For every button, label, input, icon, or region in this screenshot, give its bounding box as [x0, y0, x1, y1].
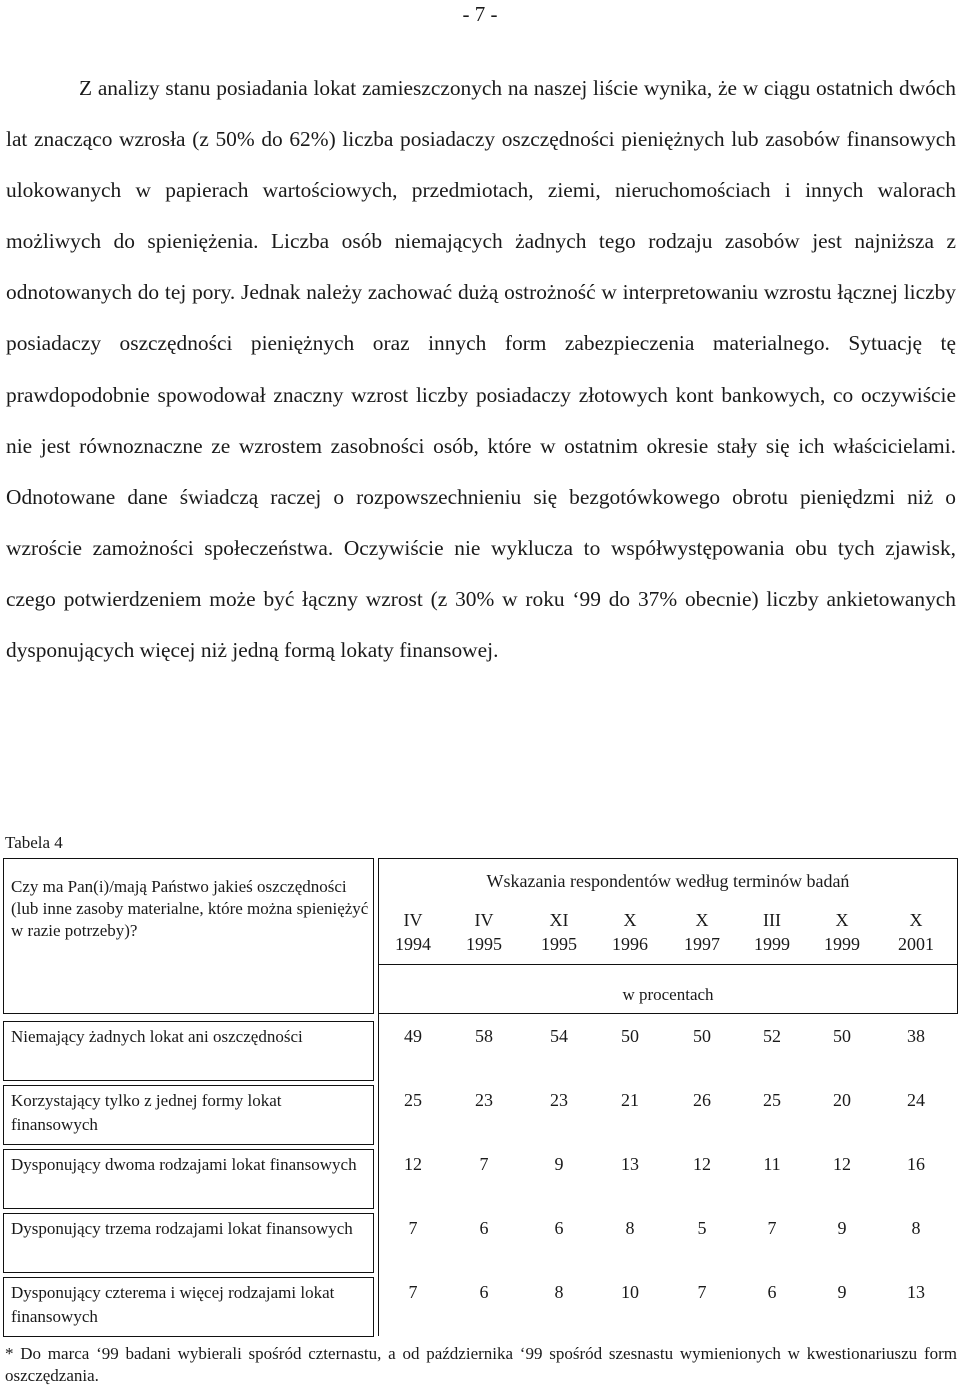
value-cell: 38	[907, 1026, 925, 1046]
period-year: 1994	[395, 934, 431, 954]
value-cell: 11	[763, 1154, 781, 1174]
table-row	[378, 1090, 958, 1120]
row-label: Dysponujący dwoma rodzajami lokat finansowych	[11, 1155, 357, 1174]
period-month: X	[695, 910, 709, 930]
header-divider	[378, 964, 958, 965]
period-year: 1995	[466, 934, 502, 954]
table-row	[378, 1154, 958, 1184]
period-month: IV	[474, 910, 494, 930]
value-cell: 7	[408, 1282, 418, 1302]
value-cell: 23	[550, 1090, 568, 1110]
value-cell: 23	[475, 1090, 493, 1110]
period-year: 1995	[541, 934, 577, 954]
table-caption: Tabela 4	[5, 833, 63, 852]
value-cell: 50	[693, 1026, 711, 1046]
period-header	[667, 908, 737, 956]
row-label: Niemający żadnych lokat ani oszczędności	[11, 1027, 303, 1046]
value-cell: 50	[621, 1026, 639, 1046]
value-cell: 52	[763, 1026, 781, 1046]
header-unit: w procentach	[622, 985, 714, 1004]
period-header	[737, 908, 807, 956]
value-cell: 21	[621, 1090, 639, 1110]
period-month: IV	[403, 910, 423, 930]
value-cell: 58	[475, 1026, 493, 1046]
period-header	[595, 908, 665, 956]
period-month: X	[623, 910, 637, 930]
value-cell: 24	[907, 1090, 925, 1110]
value-cell: 8	[625, 1218, 635, 1238]
body-paragraph	[6, 63, 956, 676]
value-cell: 7	[479, 1154, 489, 1174]
value-cell: 6	[479, 1282, 489, 1302]
period-year: 2001	[898, 934, 934, 954]
footnote: * Do marca ‘99 badani wybierali spośród czternastu, a od października ‘99 spośród szesnastu wymienionych w kwestionariuszu form oszczędzania.	[5, 1344, 957, 1385]
value-cell: 50	[833, 1026, 851, 1046]
period-year: 1999	[754, 934, 790, 954]
period-header	[807, 908, 877, 956]
question-text: Czy ma Pan(i)/mają Państwo jakieś oszczędności (lub inne zasoby materialne, które można spieniężyć w razie potrzeby)?	[11, 877, 369, 940]
period-year: 1999	[824, 934, 860, 954]
value-cell: 6	[767, 1282, 777, 1302]
period-year: 1997	[684, 934, 720, 954]
value-cell: 12	[693, 1154, 711, 1174]
period-month: XI	[549, 910, 569, 930]
value-cell: 25	[763, 1090, 781, 1110]
value-cell: 16	[907, 1154, 925, 1174]
value-cell: 7	[767, 1218, 777, 1238]
period-header	[881, 908, 951, 956]
value-cell: 10	[621, 1282, 639, 1302]
value-cell: 6	[554, 1218, 564, 1238]
header-title: Wskazania respondentów według terminów badań	[486, 871, 850, 891]
value-cell: 9	[837, 1218, 847, 1238]
value-cell: 8	[911, 1218, 921, 1238]
value-cell: 5	[697, 1218, 707, 1238]
page-number: - 7 -	[462, 2, 498, 26]
value-cell: 8	[554, 1282, 564, 1302]
value-cell: 7	[697, 1282, 707, 1302]
period-month: X	[909, 910, 923, 930]
period-month: X	[835, 910, 849, 930]
period-header	[524, 908, 594, 956]
period-month: III	[763, 910, 781, 930]
value-cell: 12	[404, 1154, 422, 1174]
table-row	[378, 1282, 958, 1312]
value-cell: 25	[404, 1090, 422, 1110]
period-header	[449, 908, 519, 956]
value-cell: 7	[408, 1218, 418, 1238]
value-cell: 9	[837, 1282, 847, 1302]
table-row	[378, 1218, 958, 1248]
period-header	[378, 908, 448, 956]
row-label: Dysponujący trzema rodzajami lokat finansowych	[11, 1219, 353, 1238]
value-cell: 26	[693, 1090, 711, 1110]
value-cell: 9	[554, 1154, 564, 1174]
value-cell: 20	[833, 1090, 851, 1110]
paragraph-text: Z analizy stanu posiadania lokat zamieszczonych na naszej liście wynika, że w ciągu ostatnich dwóch lat znacząco wzrosła (z 50% do 62%) liczba posiadaczy oszczędności pieniężnych lub zasobów finansowych ulokowanych w papierach wartościowych, przedmiotach, ziemi, nieruchomościach i innych walorach możliwych do spieniężenia. Liczba osób niemających żadnych tego rodzaju zasobów jest najniższa z odnotowanych do tej pory. Jednak należy zachować dużą ostrożność w interpretowaniu wzrostu łącznej liczby posiadaczy oszczędności pieniężnych oraz innych form zabezpieczenia materialnego. Sytuację tę prawdopodobnie spowodował znaczny wzrost liczby posiadaczy złotowych kont bankowych, co oczywiście nie jest równoznaczne ze wzrostem zasobności osób, które w ostatnim okresie stały się ich właścicielami. Odnotowane dane świadczą raczej o rozpowszechnieniu się bezgotówkowego obrotu pieniędzmi niż o wzroście zamożności społeczeństwa. Oczywiście nie wyklucza to współwystępowania obu tych zjawisk, czego potwierdzeniem może być łączny wzrost (z 30% w roku ‘99 do 37% obecnie) liczby ankietowanych dysponujących więcej niż jedną formą lokaty finansowej.	[6, 76, 956, 663]
table-vertical-line	[378, 1014, 379, 1336]
value-cell: 12	[833, 1154, 851, 1174]
value-cell: 54	[550, 1026, 568, 1046]
row-label: Korzystający tylko z jednej formy lokat finansowych	[11, 1091, 282, 1134]
table-row	[378, 1026, 958, 1056]
value-cell: 13	[907, 1282, 925, 1302]
row-label: Dysponujący czterema i więcej rodzajami lokat finansowych	[11, 1283, 335, 1326]
value-cell: 13	[621, 1154, 639, 1174]
value-cell: 49	[404, 1026, 422, 1046]
period-year: 1996	[612, 934, 648, 954]
value-cell: 6	[479, 1218, 489, 1238]
